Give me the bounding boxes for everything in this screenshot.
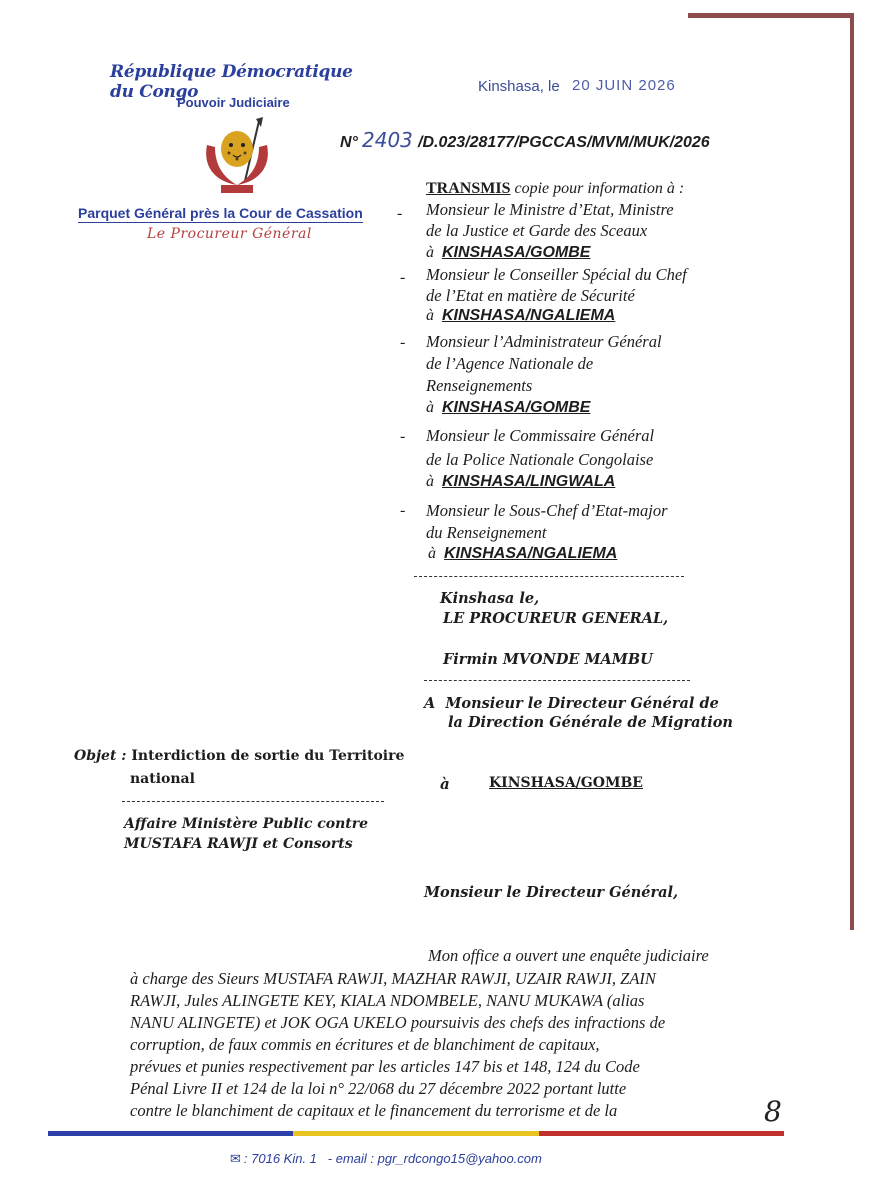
destination-city: KINSHASA/GOMBE (442, 244, 591, 261)
reference-prefix: N° (340, 134, 358, 151)
salutation: Monsieur le Directeur Général, (424, 884, 679, 901)
recipient-line: Monsieur le Ministre d’Etat, Ministre (426, 200, 674, 219)
tricolor-blue (48, 1131, 293, 1136)
envelope-icon: ✉ (230, 1151, 241, 1166)
destination-a: à (428, 545, 436, 562)
recipient-dash: - (397, 205, 403, 222)
objet-label: Objet : (74, 748, 127, 764)
destination-city: KINSHASA/GOMBE (442, 399, 591, 416)
recipient-destination (426, 307, 615, 325)
recipient-line: Monsieur le Commissaire Général (426, 426, 655, 445)
signature-title: LE PROCUREUR GENERAL, (443, 610, 669, 627)
recipient-dash: - (400, 269, 406, 286)
recipient-line: de la Justice et Garde des Sceaux (426, 221, 648, 240)
recipient-destination (426, 399, 590, 417)
transmis-heading (426, 180, 684, 198)
recipient-destination (426, 244, 590, 262)
recipient-dash: - (400, 428, 406, 445)
recipient-destination (428, 545, 617, 563)
separator-line (122, 801, 384, 802)
recipient-line: du Renseignement (426, 523, 547, 542)
office-script: Le Procureur Général (147, 226, 312, 242)
affaire-line1: Affaire Ministère Public contre (124, 816, 369, 832)
date-stamp: 20 JUIN 2026 (572, 77, 676, 94)
objet-text: Interdiction de sortie du Territoire (131, 748, 405, 764)
addressee-name: Monsieur le Directeur Général de (445, 695, 719, 712)
tricolor-red (539, 1131, 784, 1136)
affaire-block (124, 814, 368, 854)
addressee-a: à (440, 775, 450, 793)
page-edge-top (688, 13, 854, 18)
recipient-line: Monsieur le Conseiller Spécial du Chef (426, 265, 687, 284)
signature-name: Firmin MVONDE MAMBU (443, 651, 653, 668)
handwritten-initial: 8 (764, 1095, 782, 1128)
footer (230, 1151, 542, 1167)
institution-name: Parquet Général près la Cour de Cassation (78, 205, 363, 221)
recipient-dash: - (400, 334, 406, 351)
body-first-line: Mon office a ouvert une enquête judiciaire (428, 946, 709, 965)
separator-line (424, 680, 690, 681)
addressee-line1 (424, 695, 719, 712)
transmis-text: copie pour information à : (510, 180, 685, 197)
place-date-label: Kinshasa, le (478, 78, 560, 95)
recipient-line: Renseignements (426, 376, 533, 395)
congo-coat-of-arms-icon (193, 115, 281, 197)
destination-city: KINSHASA/NGALIEMA (442, 307, 616, 324)
destination-a: à (426, 244, 434, 261)
objet-line1 (74, 748, 404, 764)
body-line: à charge des Sieurs MUSTAFA RAWJI, MAZHAR RAWJI, UZAIR RAWJI, ZAIN (130, 969, 656, 988)
recipient-destination (426, 473, 615, 491)
tricolor-yellow (293, 1131, 538, 1136)
affaire-line2: MUSTAFA RAWJI et Consorts (124, 836, 353, 852)
country-name: République Démocratique du Congo (110, 62, 353, 102)
addressee-a-label: A (424, 695, 436, 712)
recipient-line: de l’Etat en matière de Sécurité (426, 286, 635, 305)
recipient-line: Monsieur le Sous-Chef d’Etat-major (426, 501, 668, 520)
addressee-city: KINSHASA/GOMBE (489, 775, 643, 791)
addressee-line2: la Direction Générale de Migration (448, 714, 733, 731)
signature-place: Kinshasa le, (440, 590, 540, 607)
tricolor-bar (48, 1131, 784, 1136)
body-line: contre le blanchiment de capitaux et le financement du terrorisme et de la (130, 1101, 618, 1120)
footer-bp: : 7016 Kin. 1 (243, 1151, 317, 1166)
destination-a: à (426, 399, 434, 416)
footer-email-label: - email : (327, 1151, 374, 1166)
reference-code: /D.023/28177/PGCCAS/MVM/MUK/2026 (418, 134, 710, 151)
body-line: NANU ALINGETE) et JOK OGA UKELO poursuivis des chefs des infractions de (130, 1013, 666, 1032)
reference-number: 2403 (362, 128, 413, 152)
destination-a: à (426, 473, 434, 490)
body-line: Pénal Livre II et 124 de la loi n° 22/068 du 27 décembre 2022 portant lutte (130, 1079, 627, 1098)
destination-city: KINSHASA/NGALIEMA (444, 545, 618, 562)
pouvoir-judiciaire: Pouvoir Judiciaire (177, 95, 290, 110)
destination-a: à (426, 307, 434, 324)
body-line: corruption, de faux commis en écritures et de blanchiment de capitaux, (130, 1035, 600, 1054)
page-edge-right (850, 15, 854, 930)
transmis-keyword: TRANSMIS (426, 180, 511, 197)
recipient-line: de l’Agence Nationale de (426, 354, 594, 373)
footer-email: pgr_rdcongo15@yahoo.com (377, 1151, 542, 1166)
destination-city: KINSHASA/LINGWALA (442, 473, 616, 490)
recipient-line: de la Police Nationale Congolaise (426, 450, 654, 469)
body-line: RAWJI, Jules ALINGETE KEY, KIALA NDOMBELE, NANU MUKAWA (alias (130, 991, 645, 1010)
body-line: prévues et punies respectivement par les articles 147 bis et 148, 124 du Code (130, 1057, 640, 1076)
recipient-dash: - (400, 502, 406, 519)
objet-line2: national (130, 771, 195, 787)
separator-line (414, 576, 684, 577)
recipient-line: Monsieur l’Administrateur Général (426, 332, 662, 351)
